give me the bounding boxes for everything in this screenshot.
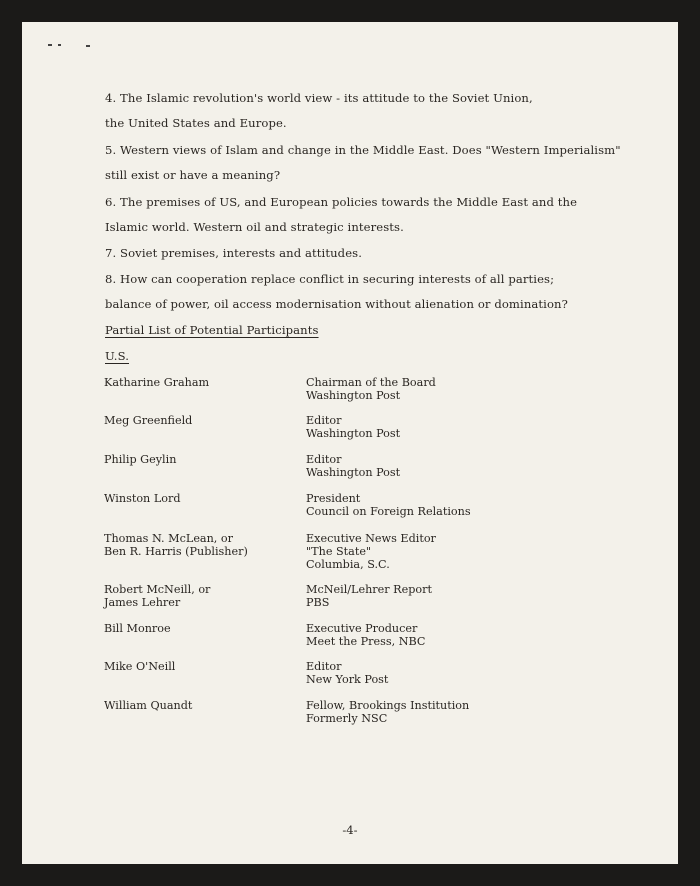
list-item-line: still exist or have a meaning? <box>105 168 281 182</box>
list-item-line: 8. How can cooperation replace conflict in securing interests of all parties; <box>105 272 555 286</box>
participant-name: Philip Geylin <box>104 453 177 466</box>
page-number: -4- <box>342 823 358 837</box>
list-item-line: balance of power, oil access modernisation without alienation or domination? <box>105 297 568 311</box>
participant-role: Fellow, Brookings Institution Formerly NSC <box>306 699 470 725</box>
corner-mark <box>58 44 61 46</box>
participant-role: Executive News Editor "The State" Columbia, S.C. <box>306 532 436 571</box>
participant-name: Winston Lord <box>104 492 181 505</box>
participant-role: Editor Washington Post <box>306 414 401 440</box>
participant-role: President Council on Foreign Relations <box>306 492 471 518</box>
section-heading: Partial List of Potential Participants <box>105 323 319 337</box>
participant-role: Editor New York Post <box>306 660 389 686</box>
participant-name: Katharine Graham <box>104 376 210 389</box>
list-item-line: the United States and Europe. <box>105 116 287 130</box>
corner-mark <box>86 45 90 47</box>
section-subheading: U.S. <box>105 349 130 363</box>
participant-role: Editor Washington Post <box>306 453 401 479</box>
participant-name: Thomas N. McLean, or Ben R. Harris (Publisher) <box>104 532 248 558</box>
list-item-line: 4. The Islamic revolution's world view - its attitude to the Soviet Union, <box>105 91 533 105</box>
list-item-line: 6. The premises of US, and European policies towards the Middle East and the <box>105 195 578 209</box>
participant-name: Robert McNeill, or James Lehrer <box>104 583 211 609</box>
participant-name: Mike O'Neill <box>104 660 176 673</box>
list-item-line: Islamic world. Western oil and strategic interests. <box>105 220 404 234</box>
corner-mark <box>48 44 52 46</box>
list-item-line: 5. Western views of Islam and change in the Middle East. Does "Western Imperialism" <box>105 143 621 157</box>
participant-role: Executive Producer Meet the Press, NBC <box>306 622 426 648</box>
participant-role: McNeil/Lehrer Report PBS <box>306 583 432 609</box>
participant-name: Meg Greenfield <box>104 414 193 427</box>
list-item-line: 7. Soviet premises, interests and attitudes. <box>105 246 362 260</box>
participant-name: Bill Monroe <box>104 622 171 635</box>
participant-name: William Quandt <box>104 699 193 712</box>
participant-role: Chairman of the Board Washington Post <box>306 376 436 402</box>
